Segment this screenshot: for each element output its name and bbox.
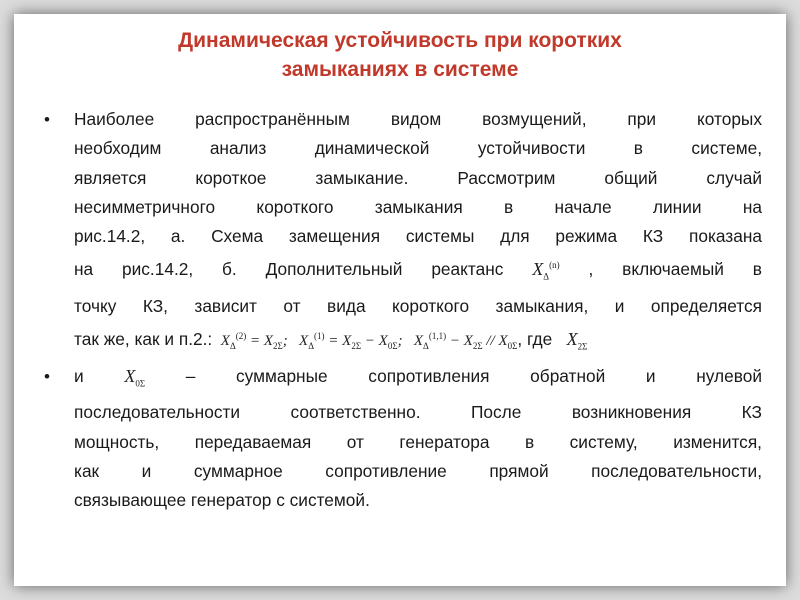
text-line: является короткое замыкание. Рассмотрим общий случай xyxy=(74,167,762,188)
formula-x-delta-n: $X_\Delta^{(n)}$ xyxy=(532,259,560,283)
text-segment: на рис.14.2, б. Дополнительный реактанс xyxy=(74,259,504,280)
slide xyxy=(14,14,786,586)
text-line xyxy=(74,322,762,362)
title-line-1: Динамическая устойчивость при коротких xyxy=(178,29,622,52)
text-line: связывающее генератор с системой. xyxy=(74,490,370,511)
text-line: мощность, передаваемая от генератора в систему, изменится, xyxy=(74,431,762,452)
text-segment: – суммарные сопротивления обратной и нулевой xyxy=(185,365,762,386)
text-line: Наиболее распространённым видом возмущений, при которых xyxy=(74,109,762,129)
text-line xyxy=(74,362,762,399)
text-line: рис.14.2, а. Схема замещения системы для режима КЗ показана xyxy=(74,226,762,247)
text-line: точку КЗ, зависит от вида короткого замыкания, и определяется xyxy=(74,296,762,317)
formula-x-2-sigma: $X_{2\Sigma}$ xyxy=(566,328,588,352)
formula-reactance-cases: $X_\Delta^{(2)} = X_{2\Sigma}$; $X_\Delta^{(1)} = X_{2\Sigma} - X_{0\Sigma}$; $X_\Delta^{(1,1)} - X_{2\Sigma} // X_{0\Sigma}$ xyxy=(217,330,518,351)
bullet-paragraph-2 xyxy=(44,362,762,516)
text-segment: , где xyxy=(517,328,553,349)
slide-body xyxy=(44,105,762,516)
text-line: как и суммарное сопротивление прямой последовательности, xyxy=(74,461,762,482)
text-line xyxy=(74,251,762,292)
slide-title xyxy=(54,26,746,84)
formula-x-0-sigma: $X_{0\Sigma}$ xyxy=(124,365,146,389)
text-line: последовательности соответственно. После возникновения КЗ xyxy=(74,402,762,423)
bullet-paragraph-1 xyxy=(44,105,762,362)
text-segment: так же, как и п.2.: xyxy=(74,328,213,349)
text-segment: , включаемый в xyxy=(588,259,762,280)
text-line: необходим анализ динамической устойчивости в системе, xyxy=(74,138,762,159)
bullet-marker: • xyxy=(44,366,50,386)
text-segment: и xyxy=(74,365,84,386)
text-line: несимметричного короткого замыкания в начале линии на xyxy=(74,196,762,217)
title-line-2: замыканиях в системе xyxy=(281,58,519,81)
bullet-marker: • xyxy=(44,110,50,129)
